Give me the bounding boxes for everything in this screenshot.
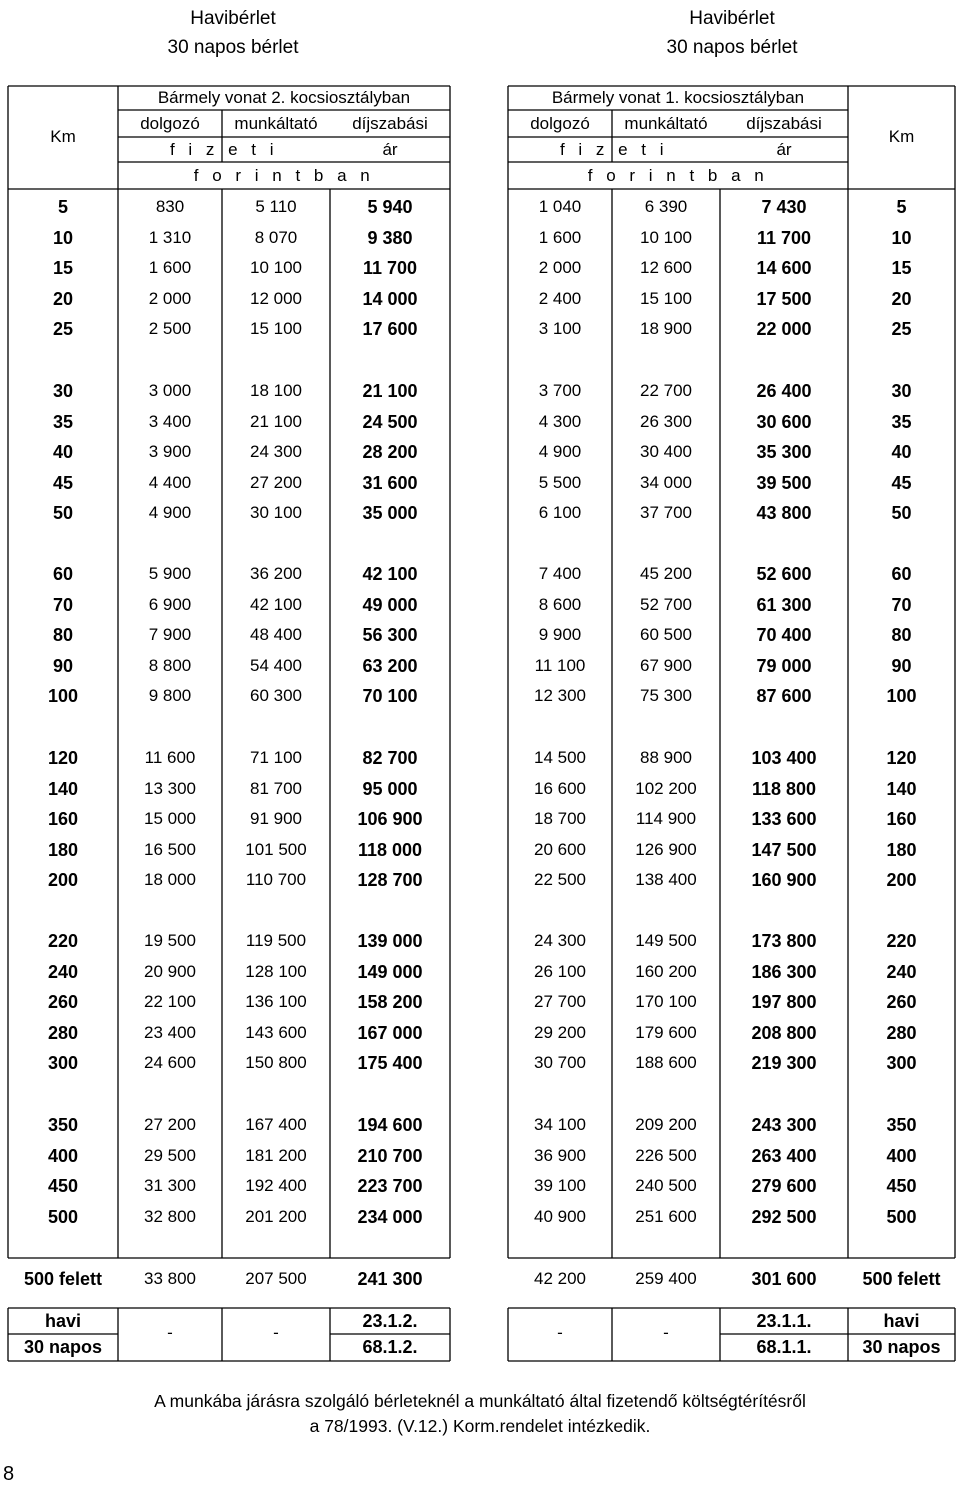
- cell-2nd-employer: 71 100: [250, 748, 302, 767]
- km-left: 400: [47, 1145, 79, 1166]
- cell-1st-worker: 40 900: [534, 1206, 586, 1226]
- cell-2nd-employer: 24 300: [250, 442, 302, 462]
- km-header-left: Km: [50, 127, 76, 146]
- km-right: 200: [886, 870, 917, 891]
- cell-2nd-tariff: 49 000: [362, 594, 418, 615]
- cell-1st-tariff: 35 300: [756, 442, 812, 463]
- cell-2nd-employer: 12 000: [250, 288, 302, 308]
- cell-1st-worker: 16 600: [534, 778, 586, 798]
- cell-2nd-worker: 22 100: [144, 992, 196, 1012]
- cell-1st-employer: 12 600: [640, 258, 692, 278]
- footnote: [0, 1389, 960, 1439]
- cell-2nd-tariff: 95 000: [362, 778, 418, 799]
- cell-1st-tariff: 173 800: [751, 931, 817, 951]
- cell-1st-worker: 8 600: [538, 594, 582, 614]
- km-right: 260: [886, 992, 917, 1013]
- cell-1st-tariff: 7 430: [761, 197, 807, 217]
- right-currency-label: f o r i n t b a n: [587, 166, 769, 185]
- cell-1st-employer: 60 500: [640, 625, 692, 645]
- cell-2nd-tariff: 56 300: [362, 625, 418, 646]
- km-left: 20: [52, 288, 74, 309]
- cell-1st-tariff: 118 800: [751, 778, 817, 799]
- km-right: 280: [886, 1022, 917, 1043]
- cell-2nd-worker: 8 800: [148, 655, 192, 675]
- cell-1st-worker: 2 000: [538, 258, 582, 278]
- km-left: 40: [52, 442, 74, 463]
- cell-1st-employer: 6 390: [644, 197, 688, 216]
- left-pays-label: f i z e t i: [169, 140, 279, 159]
- cell-2nd-worker: 18 000: [144, 870, 196, 890]
- cell-1st-worker: 4 300: [538, 411, 582, 431]
- cell-1st-tariff: 219 300: [751, 1053, 817, 1074]
- left-col-tariff: díjszabási: [352, 114, 428, 133]
- cell-2nd-worker: 9 800: [148, 686, 192, 706]
- cell-2nd-worker: 830: [155, 197, 185, 216]
- left-col-worker: dolgozó: [140, 114, 200, 133]
- cell-1st-tariff: 301 600: [751, 1269, 817, 1289]
- km-right: 100: [886, 686, 917, 707]
- cell-1st-tariff: 87 600: [756, 686, 812, 707]
- km-left: 10: [52, 227, 74, 248]
- cell-2nd-tariff: 194 600: [357, 1115, 423, 1135]
- header-left-subtitle: 30 napos bérlet: [167, 37, 299, 58]
- cell-2nd-worker: 3 400: [148, 411, 192, 431]
- cell-1st-tariff: 147 500: [751, 839, 817, 860]
- left-km-havi: havi: [44, 1311, 82, 1331]
- footnote-line-2: a 78/1993. (V.12.) Korm.rendelet intézkedik.: [309, 1416, 651, 1436]
- km-right: 500: [886, 1206, 917, 1227]
- cell-1st-worker: 36 900: [534, 1145, 586, 1165]
- cell-2nd-worker: 27 200: [144, 1115, 196, 1134]
- km-right: 50: [891, 503, 912, 524]
- km-left: 240: [47, 961, 79, 982]
- cell-2nd-employer: 119 500: [245, 931, 307, 950]
- cell-1st-worker: 14 500: [534, 748, 586, 767]
- cell-1st-employer: 88 900: [640, 748, 692, 767]
- cell-1st-tariff: 30 600: [756, 411, 812, 432]
- km-left: 220: [47, 931, 79, 951]
- cell-1st-employer: 102 200: [635, 778, 697, 798]
- cell-1st-tariff: 263 400: [751, 1145, 817, 1166]
- left-km-30-napos: 30 napos: [23, 1337, 103, 1357]
- km-right: 140: [886, 778, 917, 799]
- cell-2nd-employer: 128 100: [245, 961, 307, 981]
- cell-2nd-employer: 8 070: [254, 227, 298, 247]
- cell-1st-employer: 251 600: [635, 1206, 697, 1226]
- cell-1st-employer: 188 600: [635, 1053, 697, 1073]
- cell-2nd-employer: 192 400: [245, 1176, 307, 1196]
- km-right: 15: [891, 258, 912, 279]
- cell-2nd-tariff: 14 000: [362, 288, 418, 309]
- cell-1st-employer: 45 200: [640, 564, 692, 583]
- cell-1st-worker: 4 900: [538, 442, 582, 462]
- cell-1st-worker: 30 700: [534, 1053, 586, 1073]
- right-col-worker: dolgozó: [530, 114, 590, 133]
- cell-1st-employer: 240 500: [635, 1176, 697, 1196]
- right-employer-dash: -: [663, 1323, 669, 1342]
- cell-1st-employer: 52 700: [640, 594, 692, 614]
- km-right: 400: [886, 1145, 917, 1166]
- cell-1st-worker: 9 900: [538, 625, 582, 645]
- header-right-title: Havibérlet: [689, 8, 775, 29]
- cell-2nd-tariff: 82 700: [362, 748, 418, 768]
- cell-2nd-employer: 167 400: [245, 1115, 307, 1134]
- cell-1st-worker: 12 300: [534, 686, 586, 706]
- cell-2nd-worker: 13 300: [144, 778, 196, 798]
- cell-2nd-tariff: 210 700: [357, 1145, 423, 1166]
- cell-2nd-employer: 81 700: [250, 778, 302, 798]
- cell-1st-worker: 7 400: [538, 564, 582, 583]
- km-left: 5: [57, 197, 68, 217]
- cell-1st-employer: 18 900: [640, 319, 692, 339]
- km-header-right: Km: [888, 127, 915, 146]
- cell-1st-worker: 42 200: [534, 1269, 586, 1288]
- cell-2nd-employer: 136 100: [245, 992, 307, 1012]
- right-worker-dash: -: [557, 1323, 563, 1342]
- cell-2nd-tariff: 128 700: [357, 870, 423, 891]
- km-left: 300: [47, 1053, 79, 1074]
- left-worker-dash: -: [167, 1323, 173, 1342]
- km-left: 50: [52, 503, 74, 524]
- km-left: 15: [52, 258, 74, 279]
- cell-2nd-employer: 21 100: [250, 411, 302, 431]
- cell-1st-employer: 160 200: [635, 961, 697, 981]
- cell-2nd-worker: 24 600: [144, 1053, 196, 1073]
- cell-2nd-worker: 2 000: [148, 288, 192, 308]
- km-left: 280: [47, 1022, 79, 1043]
- cell-2nd-worker: 16 500: [144, 839, 196, 859]
- cell-2nd-employer: 110 700: [245, 870, 307, 890]
- right-class-label: Bármely vonat 1. kocsiosztályban: [551, 88, 805, 107]
- cell-2nd-tariff: 35 000: [362, 503, 418, 524]
- cell-1st-tariff: 22 000: [756, 319, 812, 340]
- cell-1st-worker: 39 100: [534, 1176, 586, 1196]
- km-left: 200: [47, 870, 79, 891]
- cell-2nd-employer: 10 100: [250, 258, 302, 278]
- cell-2nd-worker: 7 900: [148, 625, 192, 645]
- cell-1st-employer: 26 300: [640, 411, 692, 431]
- km-right: 20: [891, 288, 912, 309]
- km-right: 60: [891, 564, 912, 584]
- cell-2nd-worker: 4 900: [148, 503, 192, 523]
- cell-2nd-worker: 6 900: [148, 594, 192, 614]
- cell-1st-tariff: 17 500: [756, 288, 812, 309]
- cell-1st-worker: 5 500: [538, 472, 582, 492]
- header-left: [83, 4, 383, 62]
- cell-1st-tariff: 197 800: [751, 992, 817, 1013]
- cell-1st-tariff: 52 600: [756, 564, 812, 584]
- cell-2nd-tariff: 24 500: [362, 411, 418, 432]
- cell-1st-worker: 26 100: [534, 961, 586, 981]
- cell-2nd-tariff: 42 100: [362, 564, 418, 584]
- cell-1st-tariff: 292 500: [751, 1206, 817, 1227]
- cell-2nd-employer: 15 100: [250, 319, 302, 339]
- cell-1st-employer: 37 700: [640, 503, 692, 523]
- right-code-30-napos: 68.1.1.: [756, 1337, 812, 1357]
- cell-2nd-employer: 5 110: [255, 197, 297, 216]
- km-right: 90: [891, 655, 912, 676]
- km-right: 160: [886, 809, 917, 830]
- cell-1st-tariff: 14 600: [756, 258, 812, 279]
- cell-2nd-worker: 5 900: [148, 564, 192, 583]
- cell-1st-tariff: 279 600: [751, 1176, 817, 1197]
- left-code-havi: 23.1.2.: [362, 1311, 418, 1331]
- cell-2nd-tariff: 106 900: [357, 809, 423, 830]
- cell-2nd-employer: 143 600: [245, 1022, 307, 1042]
- cell-1st-worker: 11 100: [534, 655, 586, 675]
- km-left: 90: [52, 655, 74, 676]
- cell-2nd-employer: 207 500: [245, 1269, 307, 1288]
- km-left: 450: [47, 1176, 79, 1197]
- cell-2nd-worker: 23 400: [144, 1022, 196, 1042]
- km-right: 45: [891, 472, 912, 493]
- cell-1st-tariff: 11 700: [756, 227, 812, 248]
- cell-2nd-worker: 20 900: [144, 961, 196, 981]
- km-left: 500: [47, 1206, 79, 1227]
- cell-1st-employer: 226 500: [635, 1145, 697, 1165]
- km-left: 260: [47, 992, 79, 1013]
- left-code-30-napos: 68.1.2.: [362, 1337, 418, 1357]
- cell-2nd-tariff: 9 380: [367, 227, 413, 248]
- cell-2nd-worker: 33 800: [144, 1269, 196, 1288]
- cell-2nd-employer: 101 500: [245, 839, 307, 859]
- km-right: 450: [886, 1176, 917, 1197]
- cell-1st-tariff: 160 900: [751, 870, 817, 891]
- cell-2nd-employer: 150 800: [245, 1053, 307, 1073]
- left-currency-label: f o r i n t b a n: [193, 166, 375, 185]
- cell-1st-employer: 34 000: [640, 472, 692, 492]
- cell-2nd-tariff: 234 000: [357, 1206, 423, 1227]
- header-left-title: Havibérlet: [190, 8, 276, 29]
- km-left: 140: [47, 778, 79, 799]
- cell-2nd-employer: 48 400: [250, 625, 302, 645]
- km-right: 70: [891, 594, 912, 615]
- cell-1st-employer: 75 300: [640, 686, 692, 706]
- right-km-havi: havi: [883, 1311, 920, 1331]
- cell-1st-worker: 2 400: [538, 288, 582, 308]
- km-right: 240: [886, 961, 917, 982]
- cell-2nd-tariff: 139 000: [357, 931, 423, 951]
- cell-2nd-employer: 201 200: [245, 1206, 307, 1226]
- cell-1st-employer: 170 100: [635, 992, 697, 1012]
- cell-2nd-employer: 18 100: [250, 381, 302, 400]
- cell-1st-employer: 22 700: [640, 381, 692, 400]
- cell-2nd-worker: 2 500: [148, 319, 192, 339]
- right-col-employer: munkáltató: [624, 114, 708, 133]
- cell-2nd-tariff: 28 200: [362, 442, 418, 463]
- km-left: 35: [52, 411, 74, 432]
- km-left: 500 felett: [23, 1269, 103, 1289]
- right-col-tariff: díjszabási: [746, 114, 822, 133]
- km-left: 25: [52, 319, 74, 340]
- km-right: 180: [886, 839, 917, 860]
- km-left: 80: [52, 625, 74, 646]
- cell-2nd-employer: 60 300: [250, 686, 302, 706]
- right-code-havi: 23.1.1.: [756, 1311, 812, 1331]
- cell-1st-tariff: 43 800: [756, 503, 812, 524]
- cell-2nd-tariff: 118 000: [357, 839, 423, 860]
- page-number: 8: [3, 1463, 15, 1485]
- km-right: 10: [891, 227, 912, 248]
- km-left: 70: [52, 594, 74, 615]
- cell-2nd-worker: 4 400: [148, 472, 192, 492]
- cell-2nd-tariff: 21 100: [362, 381, 418, 401]
- cell-1st-tariff: 26 400: [756, 381, 812, 401]
- right-km-30-napos: 30 napos: [862, 1337, 941, 1357]
- cell-1st-employer: 138 400: [635, 870, 697, 890]
- cell-2nd-employer: 27 200: [250, 472, 302, 492]
- cell-2nd-tariff: 149 000: [357, 961, 423, 982]
- cell-2nd-employer: 91 900: [250, 809, 302, 829]
- km-left: 350: [47, 1115, 79, 1135]
- cell-1st-worker: 27 700: [534, 992, 586, 1012]
- right-price-label: ár: [776, 140, 792, 159]
- left-col-employer: munkáltató: [234, 114, 318, 133]
- cell-1st-worker: 22 500: [534, 870, 586, 890]
- cell-1st-tariff: 243 300: [751, 1115, 817, 1135]
- cell-1st-employer: 149 500: [635, 931, 697, 950]
- cell-2nd-worker: 19 500: [144, 931, 196, 950]
- cell-1st-tariff: 79 000: [756, 655, 812, 676]
- right-pays-label: f i z e t i: [559, 140, 669, 159]
- cell-2nd-tariff: 5 940: [367, 197, 413, 217]
- cell-2nd-employer: 42 100: [250, 594, 302, 614]
- cell-2nd-worker: 3 000: [148, 381, 192, 400]
- km-left: 60: [52, 564, 74, 584]
- footnote-line-1: A munkába járásra szolgáló bérleteknél a munkáltató által fizetendő költségtérítésről: [154, 1391, 806, 1411]
- cell-2nd-employer: 181 200: [245, 1145, 307, 1165]
- cell-1st-tariff: 208 800: [751, 1022, 817, 1043]
- cell-2nd-worker: 11 600: [144, 748, 196, 767]
- cell-1st-employer: 209 200: [635, 1115, 697, 1134]
- cell-2nd-worker: 32 800: [144, 1206, 196, 1226]
- cell-1st-tariff: 61 300: [756, 594, 812, 615]
- cell-1st-worker: 1 600: [538, 227, 582, 247]
- km-right: 300: [886, 1053, 917, 1074]
- cell-2nd-tariff: 241 300: [357, 1269, 423, 1289]
- cell-1st-employer: 179 600: [635, 1022, 697, 1042]
- cell-2nd-employer: 36 200: [250, 564, 302, 583]
- cell-2nd-tariff: 167 000: [357, 1022, 423, 1043]
- km-right: 5: [896, 197, 907, 217]
- cell-1st-tariff: 133 600: [751, 809, 817, 830]
- cell-1st-worker: 1 040: [538, 197, 582, 216]
- km-right: 350: [886, 1115, 917, 1135]
- cell-2nd-worker: 1 310: [148, 227, 192, 247]
- km-left: 30: [52, 381, 74, 401]
- cell-2nd-employer: 54 400: [250, 655, 302, 675]
- cell-1st-worker: 34 100: [534, 1115, 586, 1134]
- cell-2nd-tariff: 11 700: [362, 258, 418, 279]
- cell-1st-tariff: 70 400: [756, 625, 812, 646]
- km-left: 45: [52, 472, 74, 493]
- km-right: 30: [891, 381, 912, 401]
- cell-1st-employer: 259 400: [635, 1269, 697, 1288]
- cell-2nd-tariff: 31 600: [362, 472, 418, 493]
- cell-2nd-employer: 30 100: [250, 503, 302, 523]
- km-right: 500 felett: [862, 1269, 941, 1289]
- cell-2nd-tariff: 17 600: [362, 319, 418, 340]
- cell-2nd-tariff: 223 700: [357, 1176, 423, 1197]
- left-employer-dash: -: [273, 1323, 279, 1342]
- header-right-subtitle: 30 napos bérlet: [666, 37, 798, 58]
- cell-1st-worker: 6 100: [538, 503, 582, 523]
- cell-2nd-worker: 31 300: [144, 1176, 196, 1196]
- cell-1st-employer: 30 400: [640, 442, 692, 462]
- cell-1st-employer: 10 100: [640, 227, 692, 247]
- cell-2nd-worker: 15 000: [144, 809, 196, 829]
- left-price-label: ár: [382, 140, 398, 159]
- cell-1st-worker: 24 300: [534, 931, 586, 950]
- cell-2nd-worker: 1 600: [148, 258, 192, 278]
- cell-1st-employer: 67 900: [640, 655, 692, 675]
- km-left: 160: [47, 809, 79, 830]
- cell-2nd-worker: 29 500: [144, 1145, 196, 1165]
- header-right: [582, 4, 882, 62]
- cell-2nd-tariff: 63 200: [362, 655, 418, 676]
- km-right: 35: [891, 411, 912, 432]
- cell-1st-worker: 3 100: [538, 319, 582, 339]
- km-right: 80: [891, 625, 912, 646]
- cell-1st-worker: 3 700: [538, 381, 582, 400]
- km-right: 120: [886, 748, 917, 768]
- cell-1st-tariff: 186 300: [751, 961, 817, 982]
- cell-2nd-worker: 3 900: [148, 442, 192, 462]
- left-class-label: Bármely vonat 2. kocsiosztályban: [157, 88, 411, 107]
- cell-2nd-tariff: 158 200: [357, 992, 423, 1013]
- km-right: 40: [891, 442, 912, 463]
- cell-1st-worker: 20 600: [534, 839, 586, 859]
- cell-1st-employer: 15 100: [640, 288, 692, 308]
- km-left: 100: [47, 686, 79, 707]
- km-left: 120: [47, 748, 79, 768]
- cell-1st-employer: 114 900: [635, 809, 697, 829]
- cell-1st-tariff: 39 500: [756, 472, 812, 493]
- km-right: 220: [886, 931, 917, 951]
- km-right: 25: [891, 319, 912, 340]
- cell-1st-worker: 18 700: [534, 809, 586, 829]
- cell-1st-employer: 126 900: [635, 839, 697, 859]
- km-left: 180: [47, 839, 79, 860]
- cell-2nd-tariff: 175 400: [357, 1053, 423, 1074]
- cell-1st-worker: 29 200: [534, 1022, 586, 1042]
- cell-1st-tariff: 103 400: [751, 748, 817, 768]
- cell-2nd-tariff: 70 100: [362, 686, 418, 707]
